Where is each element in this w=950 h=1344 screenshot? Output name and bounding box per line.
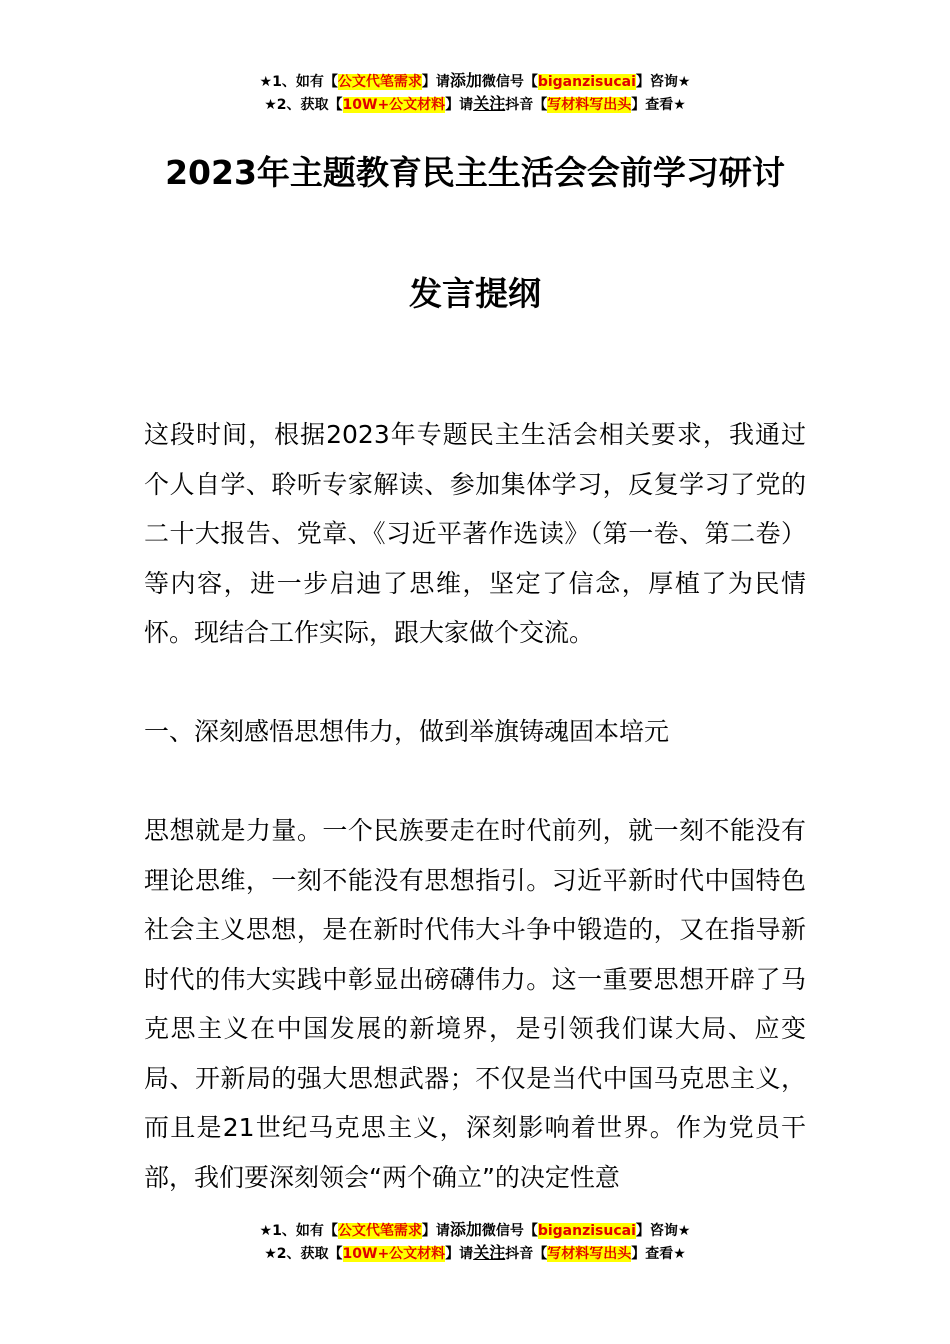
promo-highlight: 10W+公文材料 <box>342 97 446 113</box>
promo-douyin-id: 写材料写出头 <box>547 97 632 113</box>
section-heading-1: 一、深刻感悟思想伟力，做到举旗铸魂固本培元 <box>144 717 670 746</box>
promo-highlight: 10W+公文材料 <box>342 1246 446 1262</box>
document-title-line-2: 发言提纲 <box>409 274 541 313</box>
promo-text: ★2、获取【 <box>264 1246 343 1262</box>
promo-text: 抖音【 <box>505 1246 548 1262</box>
intro-paragraph: 这段时间，根据2023年专题民主生活会相关要求，我通过个人自学、聆听专家解读、参加集体学习，反复学习了党的二十大报告、党章、《习近平著作选读》（第一卷、第二卷）等内容，进一步启迪了思维，坚定了信念，厚植了为民情怀。现结合工作实际，跟大家做个交流。 <box>144 420 806 647</box>
promo-text: ★2、获取【 <box>264 97 343 113</box>
section-1-paragraph: 思想就是力量。一个民族要走在时代前列，就一刻不能没有理论思维，一刻不能没有思想指引。习近平新时代中国特色社会主义思想，是在新时代伟大斗争中锻造的，又在指导新时代的伟大实践中彰显出磅礴伟力。这一重要思想开辟了马克思主义在中国发展的新境界，是引领我们谋大局、应变局、开新局的强大思想武器；不仅是当代中国马克思主义，而且是21世纪马克思主义，深刻影响着世界。作为党员干部，我们要深刻领会“两个确立”的决定性意 <box>144 816 806 1192</box>
promo-text: 】请 <box>421 74 450 90</box>
promo-text: 】请 <box>445 97 474 113</box>
footer-promo-banner <box>0 1219 950 1265</box>
promo-text: ★1、如有【 <box>259 74 338 90</box>
promo-text: 】请 <box>421 1223 450 1239</box>
promo-emphasis: 添加 <box>449 71 482 90</box>
promo-douyin-id: 写材料写出头 <box>547 1246 632 1262</box>
promo-text: 】查看★ <box>631 97 686 113</box>
promo-emphasis: 添加 <box>449 1220 482 1239</box>
promo-line-1 <box>0 1219 950 1242</box>
promo-text: 】咨询★ <box>635 74 691 90</box>
header-promo-banner <box>0 70 950 116</box>
promo-emphasis: 关注 <box>473 94 506 113</box>
promo-text: 】查看★ <box>631 1246 686 1262</box>
promo-emphasis: 关注 <box>473 1243 506 1262</box>
promo-line-2 <box>0 93 950 116</box>
promo-text: ★1、如有【 <box>259 1223 338 1239</box>
promo-text: 抖音【 <box>505 97 548 113</box>
promo-highlight: 公文代笔需求 <box>337 1223 422 1239</box>
promo-wechat-id: biganzisucai <box>537 74 636 90</box>
promo-wechat-id: biganzisucai <box>537 1223 636 1239</box>
promo-highlight: 公文代笔需求 <box>337 74 422 90</box>
document-title-line-1: 2023年主题教育民主生活会会前学习研讨 <box>165 153 785 192</box>
promo-line-1 <box>0 70 950 93</box>
promo-text: 】咨询★ <box>635 1223 691 1239</box>
promo-text: 】请 <box>445 1246 474 1262</box>
promo-text: 微信号【 <box>481 74 538 90</box>
promo-text: 微信号【 <box>481 1223 538 1239</box>
promo-line-2 <box>0 1242 950 1265</box>
